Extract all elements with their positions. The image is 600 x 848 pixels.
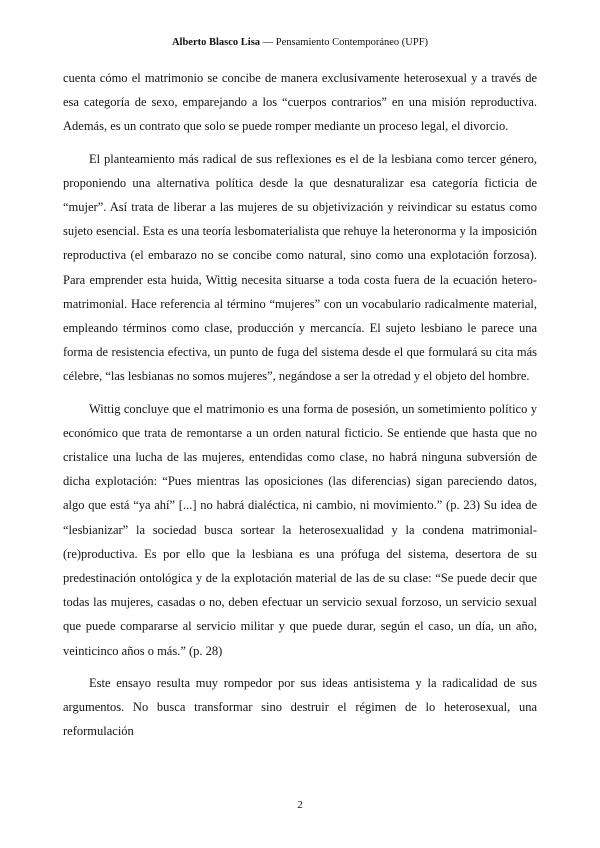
paragraph-3: Wittig concluye que el matrimonio es una forma de posesión, un sometimiento político y económico que trata de remontarse a un orden natural ficticio. Se entiende que hasta que no cristalice una lucha de las mujeres, entendidas como clase, no habrá ninguna subversión de dicha explotación: “Pues mientras las oposiciones (las diferencias) sigan pareciendo datos, algo que está “ya ahí” [...] no habrá dialéctica, ni cambio, ni movimiento.” (p. 23) Su idea de “lesbianizar” la sociedad busca sortear la heterosexualidad y la condena matrimonial-(re)productiva. Es por ello que la lesbiana es una prófuga del sistema, desertora de su predestinación ontológica y de la explotación material de las de su clase: “Se puede decir que todas las mujeres, casadas o no, deben efectuar un servicio sexual forzoso, un servicio sexual que puede compararse al servicio militar y que puede durar, según el caso, un día, un año, veinticinco años o más.” (p. 28) <box>63 401 537 658</box>
running-header <box>0 37 600 48</box>
header-separator: — <box>262 37 274 48</box>
page-number: 2 <box>297 799 303 811</box>
header-author: Alberto Blasco Lisa <box>171 37 261 48</box>
document-body <box>63 66 537 751</box>
paragraph-2: El planteamiento más radical de sus reflexiones es el de la lesbiana como tercer género, proponiendo una alternativa política desde la que desnaturalizar esa categoría ficticia de “mujer”. Así trata de liberar a las mujeres de su objetivización y reivindicar su estatus como sujeto esencial. Esta es una teoría lesbomaterialista que rehuye la heteronorma y la imposición reproductiva (el embarazo no se concibe como natural, sino como una explotación forzosa). Para emprender esta huida, Wittig necesita situarse a toda costa fuera de la ecuación hetero-matrimonial. Hace referencia al término “mujeres” con un vocabulario radicalmente material, empleando términos como clase, producción y mercancía. El sujeto lesbiano le parece una forma de resistencia efectiva, un punto de fuga del sistema desde el que formulará su cita más célebre, “las lesbianas no somos mujeres”, negándose a ser la otredad y el objeto del hombre. <box>63 151 537 384</box>
paragraph-1: cuenta cómo el matrimonio se concibe de manera exclusivamente heterosexual y a través de esa categoría de sexo, emparejando a los “cuerpos contrarios” en una misión reproductiva. Además, es un contrato que solo se puede romper mediante un proceso legal, el divorcio. <box>63 71 537 134</box>
paragraph-4: Este ensayo resulta muy rompedor por sus ideas antisistema y la radicalidad de sus argumentos. No busca transformar sino destruir el régimen de lo heterosexual, una reformulación <box>63 675 537 739</box>
header-subtitle: Pensamiento Contemporáneo (UPF) <box>275 37 429 48</box>
